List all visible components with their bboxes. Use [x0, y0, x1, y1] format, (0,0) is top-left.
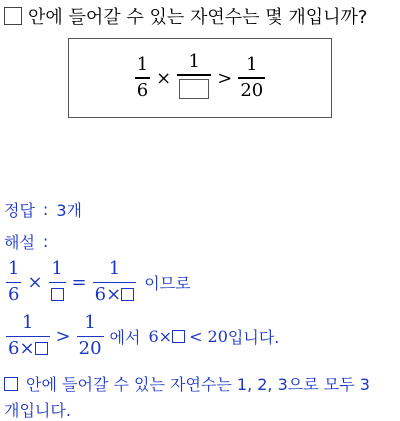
fraction-one-twentieth: [238, 53, 265, 101]
blank-box: [35, 342, 48, 355]
times-sign: ×: [27, 271, 43, 293]
numerator: 1: [22, 312, 34, 333]
times-sign: ×: [156, 67, 172, 89]
explanation-text-3: 안에 들어갈 수 있는 자연수는 1, 2, 3으로 모두 3: [26, 375, 370, 394]
fraction-bar: [238, 77, 265, 78]
answer-label: 정답: [4, 201, 35, 220]
denominator-prefix: 6×: [8, 338, 35, 360]
denominator: 20: [240, 79, 264, 101]
blank-box: [4, 377, 18, 391]
fraction-bar: [6, 336, 50, 337]
numerator: 1: [246, 53, 258, 75]
numerator: 1: [8, 258, 20, 279]
fraction-bar: [49, 282, 66, 283]
denominator: [177, 79, 211, 104]
explanation-line-3: [4, 372, 370, 395]
fraction-one-over-six-times-blank: [93, 260, 137, 305]
blank-box: [179, 79, 209, 99]
answer-colon: :: [42, 200, 49, 219]
explanation-suffix: 이므로: [144, 273, 191, 293]
denominator: [49, 286, 66, 305]
numerator: 1: [188, 50, 200, 72]
fraction-bar: [93, 282, 137, 283]
question-expression-box: [68, 38, 332, 118]
fraction-bar: [177, 74, 211, 75]
denominator: 6: [8, 284, 20, 306]
fraction-bar: [135, 77, 150, 78]
numerator: 1: [84, 312, 96, 333]
inequality-prefix: 6×: [148, 326, 173, 346]
denominator: [6, 340, 50, 359]
denominator: 6: [136, 79, 149, 101]
answer-blank-box: [4, 7, 22, 25]
blank-box: [51, 288, 64, 301]
fraction-one-twentieth: [77, 314, 104, 359]
explanation-line-4: [4, 398, 71, 421]
fraction-one-over-six-times-blank: [6, 314, 50, 359]
fraction-one-over-blank: [49, 260, 66, 305]
explanation-line-1: [4, 260, 191, 305]
explanation-line-2: [4, 314, 279, 359]
denominator: 20: [78, 338, 102, 360]
explanation-ending: 입니다.: [227, 327, 280, 347]
denominator-prefix: 6×: [94, 284, 122, 306]
denominator: [93, 286, 137, 305]
question-expression: [133, 50, 268, 104]
explanation-label: 해설: [4, 233, 35, 252]
explanation-colon: :: [42, 232, 49, 251]
numerator: 1: [136, 53, 149, 75]
numerator: 1: [108, 258, 121, 279]
explanation-expression-2: [4, 314, 106, 359]
explanation-heading: [4, 230, 48, 253]
greater-than-sign: >: [217, 67, 233, 89]
explanation-connector: 에서: [109, 327, 141, 347]
inequality-rest: < 20: [189, 326, 228, 346]
fraction-one-sixth: [6, 260, 21, 305]
greater-than-sign: >: [55, 325, 71, 347]
equals-sign: =: [71, 271, 87, 293]
answer-value: 3개: [56, 201, 82, 220]
fraction-bar: [6, 282, 21, 283]
explanation-expression-1: [4, 260, 138, 305]
blank-box: [172, 330, 185, 343]
fraction-one-over-blank: [177, 50, 211, 104]
explanation-text-4: 개입니다.: [4, 401, 71, 420]
answer-line: [4, 198, 82, 221]
numerator: 1: [51, 258, 63, 279]
fraction-one-sixth: [135, 53, 150, 101]
fraction-bar: [77, 336, 104, 337]
question-line: [4, 4, 367, 28]
question-text: 안에 들어갈 수 있는 자연수는 몇 개입니까?: [28, 7, 368, 28]
blank-box: [121, 288, 134, 301]
